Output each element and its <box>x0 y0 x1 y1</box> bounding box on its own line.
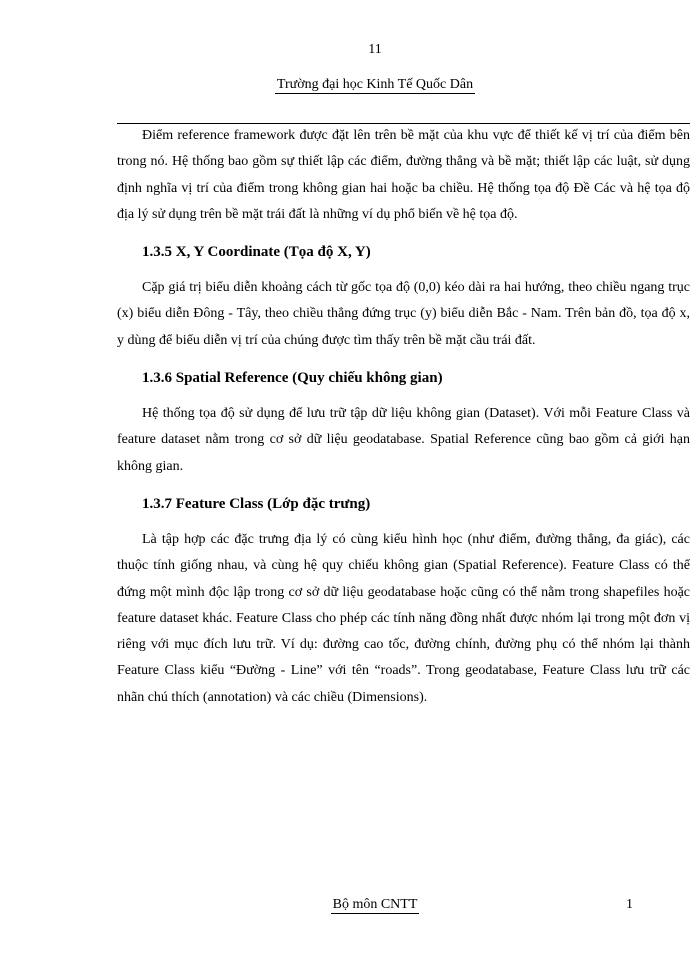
section-heading-feature-class: 1.3.7 Feature Class (Lớp đặc trưng) <box>142 495 371 512</box>
section-heading-spatial-reference: 1.3.6 Spatial Reference (Quy chiếu không gian) <box>142 370 443 387</box>
page-number-top: 11 <box>368 42 382 57</box>
section-paragraph-spatial-reference: Hệ thống tọa độ sử dụng để lưu trữ tập dữ liệu không gian (Dataset). Với mỗi Feature Class và feature dataset nằm trong cơ sở dữ liệu geodatabase. Spatial Reference cũng bao gồm cả giới hạn không gian. <box>117 406 690 474</box>
page-content <box>117 123 690 711</box>
footer-title <box>0 897 700 913</box>
section-heading-xy-coordinate: 1.3.5 X, Y Coordinate (Tọa độ X, Y) <box>142 244 371 261</box>
section-paragraph-feature-class: Là tập hợp các đặc trưng địa lý có cùng kiểu hình học (như điểm, đường thẳng, đa giác), các thuộc tính giống nhau, và cùng hệ quy chiếu không gian (Spatial Reference). Feature Class có thể đứng một mình độc lập trong cơ sở dữ liệu geodatabase hoặc cũng có thể nằm trong shapefiles hoặc feature dataset khác. Feature Class cho phép các tính năng đồng nhất được nhóm lại trong một đơn vị riêng với mục đích lưu trữ. Ví dụ: đường cao tốc, đường chính, đường phụ có thể nhóm lại thành Feature Class kiểu “Đường - Line” với tên “roads”. Trong geodatabase, Feature Class lưu trữ các nhãn chú thích (annotation) và các chiều (Dimensions). <box>117 531 690 705</box>
footer-title-text: Bộ môn CNTT <box>332 897 418 912</box>
header-title-text: Trường đại học Kinh Tế Quốc Dân <box>276 77 474 92</box>
header-title <box>0 77 700 93</box>
section-paragraph-xy-coordinate: Cặp giá trị biểu diễn khoảng cách từ gốc tọa độ (0,0) kéo dài ra hai hướng, theo chiều ngang trục (x) biểu diễn Đông - Tây, theo chiều thẳng đứng trục (y) biểu diễn Bắc - Nam. Trên bản đồ, tọa độ x, y dùng để biểu diễn vị trí của chúng được tìm thấy trên bề mặt cầu trái đất. <box>117 280 690 348</box>
footer-page-number: 1 <box>626 897 633 912</box>
intro-paragraph: Điểm reference framework được đặt lên trên bề mặt của khu vực để thiết kế vị trí của điểm bên trong nó. Hệ thống bao gồm sự thiết lập các điểm, đường thẳng và bề mặt; thiết lập các luật, sử dụng định nghĩa vị trí của điểm trong không gian hai hoặc ba chiều. Hệ thống tọa độ Đề Các và hệ tọa độ địa lý sử dụng trên bề mặt trái đất là những ví dụ phổ biến về hệ tọa độ. <box>117 128 690 222</box>
